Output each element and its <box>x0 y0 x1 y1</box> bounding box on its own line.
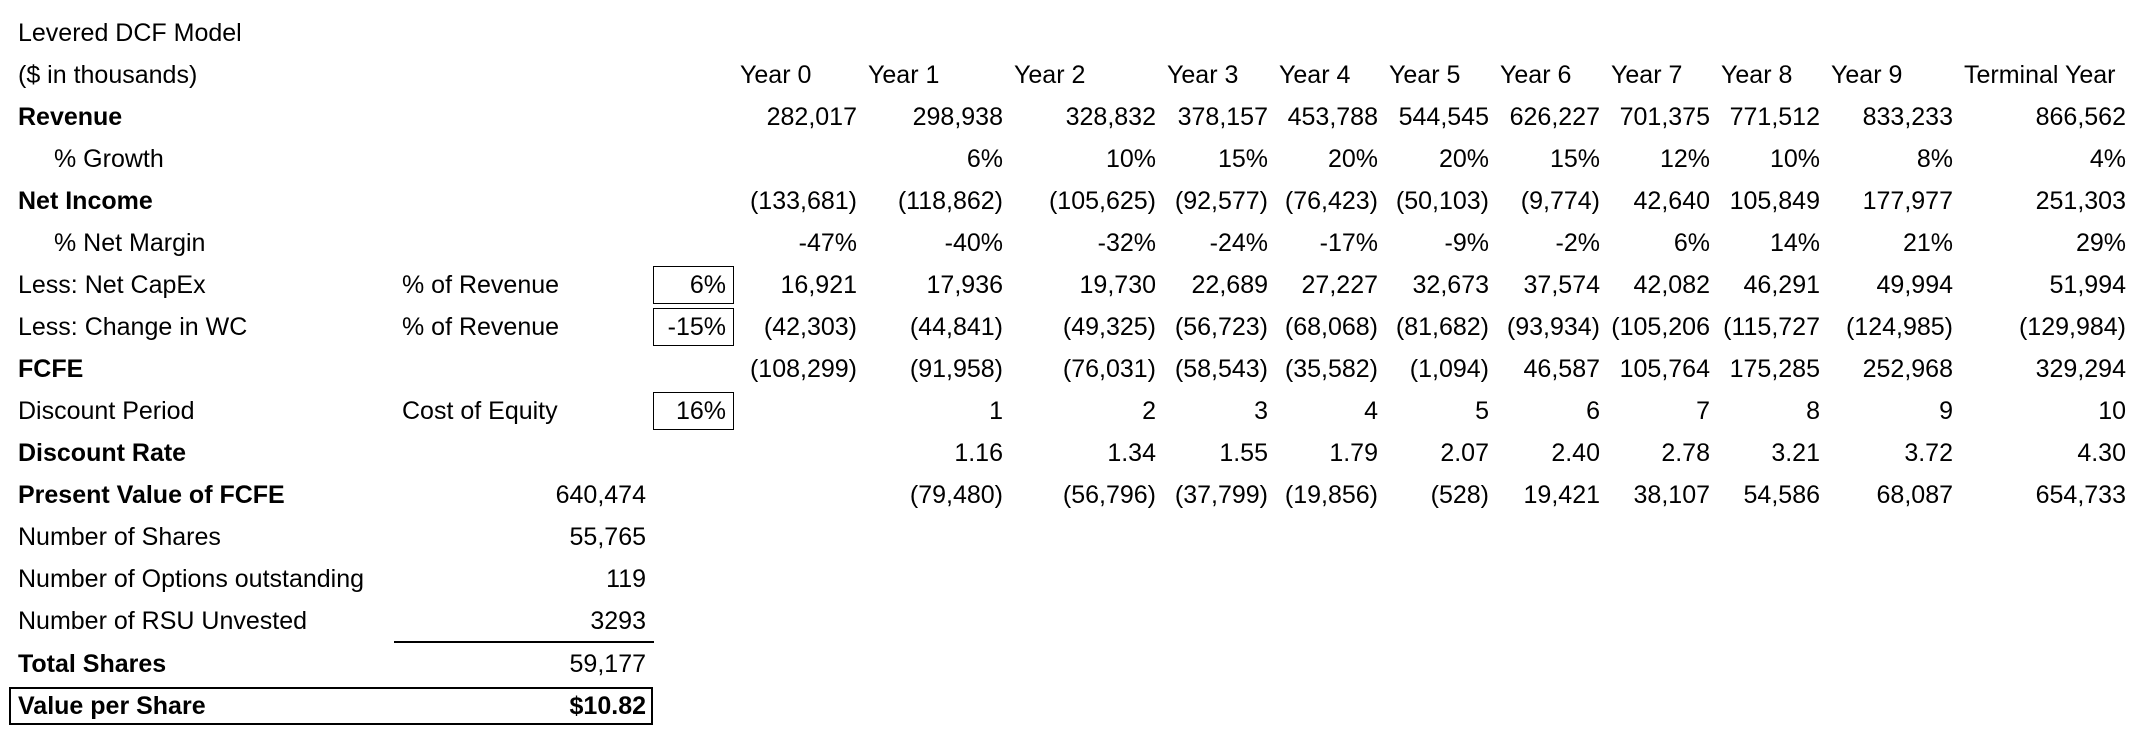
summary-value: 119 <box>606 565 646 593</box>
year-value: 42,082 <box>1633 271 1710 299</box>
year-value: 8% <box>1916 145 1953 173</box>
year-value: 6 <box>1586 397 1600 425</box>
year-value: 4.30 <box>2077 439 2126 467</box>
row-label: Less: Change in WC <box>18 313 248 341</box>
year-value: 654,733 <box>2035 481 2126 509</box>
year-value: (81,682) <box>1395 313 1489 341</box>
year-value: (37,799) <box>1174 481 1268 509</box>
row-label: Number of RSU Unvested <box>18 607 308 635</box>
year-value: (105,206 <box>1611 313 1710 341</box>
year-header: Year 0 <box>740 61 812 89</box>
year-value: 1.55 <box>1219 439 1268 467</box>
year-value: 2.07 <box>1440 439 1489 467</box>
value-per-share-row <box>0 685 2138 727</box>
year-value: 866,562 <box>2035 103 2126 131</box>
year-header: Year 6 <box>1500 61 1572 89</box>
year-value: (108,299) <box>749 355 857 383</box>
year-header: Year 7 <box>1611 61 1683 89</box>
year-value: 46,291 <box>1743 271 1820 299</box>
row-label: FCFE <box>18 355 84 383</box>
year-value: 6% <box>966 145 1003 173</box>
year-value: 22,689 <box>1191 271 1268 299</box>
year-value: 10% <box>1105 145 1156 173</box>
year-value: 1 <box>989 397 1003 425</box>
year-value: 16,921 <box>780 271 857 299</box>
year-value: 42,640 <box>1633 187 1710 215</box>
year-value: 7 <box>1696 397 1710 425</box>
year-value: 2.40 <box>1551 439 1600 467</box>
year-value: -32% <box>1097 229 1156 257</box>
net-margin-row <box>0 222 2138 264</box>
year-value: (76,423) <box>1284 187 1378 215</box>
year-value: 15% <box>1549 145 1600 173</box>
year-value: 251,303 <box>2035 187 2126 215</box>
year-value: 4% <box>2089 145 2126 173</box>
capex-row <box>0 264 2138 306</box>
assumption-label: Cost of Equity <box>402 397 558 425</box>
fcfe-row <box>0 348 2138 390</box>
year-value: 1.34 <box>1107 439 1156 467</box>
pv-fcfe-row <box>0 474 2138 516</box>
year-value: (92,577) <box>1174 187 1268 215</box>
row-label: Revenue <box>18 103 123 131</box>
summary-value: 3293 <box>590 607 646 635</box>
year-value: 17,936 <box>926 271 1003 299</box>
year-value: (124,985) <box>1845 313 1953 341</box>
year-value: (50,103) <box>1395 187 1489 215</box>
discount-period-row <box>0 390 2138 432</box>
year-value: (76,031) <box>1062 355 1156 383</box>
year-value: (68,068) <box>1284 313 1378 341</box>
year-value: 177,977 <box>1862 187 1953 215</box>
year-value: 298,938 <box>912 103 1003 131</box>
year-value: 10 <box>2098 397 2126 425</box>
year-value: 19,421 <box>1523 481 1600 509</box>
header-row <box>0 54 2138 96</box>
year-value: 19,730 <box>1079 271 1156 299</box>
year-header: Year 5 <box>1389 61 1461 89</box>
row-label: % Net Margin <box>54 229 206 257</box>
row-label: Value per Share <box>18 692 206 720</box>
revenue-row <box>0 96 2138 138</box>
options-row <box>0 558 2138 600</box>
year-value: 105,849 <box>1729 187 1820 215</box>
year-value: -47% <box>798 229 857 257</box>
year-value: 626,227 <box>1509 103 1600 131</box>
shares-row <box>0 516 2138 558</box>
year-value: 12% <box>1659 145 1710 173</box>
year-value: 252,968 <box>1862 355 1953 383</box>
row-label: % Growth <box>54 145 164 173</box>
units-label: ($ in thousands) <box>18 61 198 89</box>
year-value: 54,586 <box>1743 481 1820 509</box>
year-value: 29% <box>2075 229 2126 257</box>
year-value: 1.16 <box>954 439 1003 467</box>
year-value: 27,227 <box>1301 271 1378 299</box>
year-value: 4 <box>1364 397 1378 425</box>
year-value: 20% <box>1327 145 1378 173</box>
year-value: (79,480) <box>909 481 1003 509</box>
year-header: Year 4 <box>1279 61 1351 89</box>
year-value: 5 <box>1475 397 1489 425</box>
value-per-share-value: $10.82 <box>569 692 646 720</box>
year-value: (93,934) <box>1506 313 1600 341</box>
summary-value: 59,177 <box>569 650 646 678</box>
year-value: -17% <box>1319 229 1378 257</box>
cost-of-equity-input-cell[interactable]: 16% <box>653 392 734 430</box>
row-label: Number of Shares <box>18 523 221 551</box>
year-value: 2.78 <box>1661 439 1710 467</box>
year-value: 32,673 <box>1412 271 1489 299</box>
year-value: 833,233 <box>1862 103 1953 131</box>
year-value: 1.79 <box>1329 439 1378 467</box>
year-value: 38,107 <box>1633 481 1710 509</box>
row-label: Discount Rate <box>18 439 187 467</box>
year-value: 6% <box>1673 229 1710 257</box>
row-label: Number of Options outstanding <box>18 565 365 593</box>
year-value: (35,582) <box>1284 355 1378 383</box>
year-value: (91,958) <box>909 355 1003 383</box>
assumption-label: % of Revenue <box>402 271 560 299</box>
year-value: -40% <box>944 229 1003 257</box>
year-value: 21% <box>1902 229 1953 257</box>
year-value: (129,984) <box>2018 313 2126 341</box>
year-value: 37,574 <box>1523 271 1600 299</box>
year-value: 328,832 <box>1065 103 1156 131</box>
year-value: (528) <box>1430 481 1489 509</box>
year-value: 51,994 <box>2049 271 2126 299</box>
year-value: (44,841) <box>909 313 1003 341</box>
year-value: (58,543) <box>1174 355 1268 383</box>
year-value: 3.72 <box>1904 439 1953 467</box>
year-value: 49,994 <box>1876 271 1953 299</box>
year-value: 10% <box>1769 145 1820 173</box>
year-value: (105,625) <box>1048 187 1156 215</box>
year-header: Year 3 <box>1167 61 1239 89</box>
summary-value: 55,765 <box>569 523 646 551</box>
year-value: 378,157 <box>1177 103 1268 131</box>
year-value: 282,017 <box>766 103 857 131</box>
working-capital-row <box>0 306 2138 348</box>
year-value: -24% <box>1209 229 1268 257</box>
year-value: 9 <box>1939 397 1953 425</box>
year-value: 15% <box>1217 145 1268 173</box>
year-value: 175,285 <box>1729 355 1820 383</box>
pv-total-value: 640,474 <box>555 481 646 509</box>
growth-row <box>0 138 2138 180</box>
year-header: Terminal Year <box>1964 61 2116 89</box>
title-row <box>0 12 2138 54</box>
year-value: 8 <box>1806 397 1820 425</box>
year-value: 3 <box>1254 397 1268 425</box>
total-shares-row <box>0 643 2138 685</box>
discount-rate-row <box>0 432 2138 474</box>
year-value: (19,856) <box>1284 481 1378 509</box>
row-label: Net Income <box>18 187 153 215</box>
year-value: 105,764 <box>1619 355 1710 383</box>
capex-input-cell[interactable]: 6% <box>653 266 734 304</box>
year-value: (56,796) <box>1062 481 1156 509</box>
assumption-label: % of Revenue <box>402 313 560 341</box>
year-header: Year 8 <box>1721 61 1793 89</box>
year-value: (42,303) <box>763 313 857 341</box>
year-value: (9,774) <box>1520 187 1600 215</box>
year-value: 453,788 <box>1287 103 1378 131</box>
year-header: Year 9 <box>1831 61 1903 89</box>
model-title: Levered DCF Model <box>18 19 242 47</box>
year-value: (133,681) <box>749 187 857 215</box>
year-value: 14% <box>1769 229 1820 257</box>
year-value: 3.21 <box>1771 439 1820 467</box>
row-label: Present Value of FCFE <box>18 481 285 509</box>
row-label: Total Shares <box>18 650 167 678</box>
year-value: 329,294 <box>2035 355 2126 383</box>
year-value: 46,587 <box>1523 355 1600 383</box>
row-label: Discount Period <box>18 397 195 425</box>
net-income-row <box>0 180 2138 222</box>
year-value: -2% <box>1555 229 1600 257</box>
year-value: (115,727 <box>1723 313 1820 341</box>
year-value: 20% <box>1438 145 1489 173</box>
year-value: (118,862) <box>897 187 1003 215</box>
year-value: 701,375 <box>1619 103 1710 131</box>
year-value: 2 <box>1142 397 1156 425</box>
year-value: (49,325) <box>1062 313 1156 341</box>
year-value: 544,545 <box>1398 103 1489 131</box>
year-value: (56,723) <box>1174 313 1268 341</box>
rsu-row <box>0 600 2138 642</box>
row-label: Less: Net CapEx <box>18 271 206 299</box>
year-header: Year 2 <box>1014 61 1086 89</box>
year-value: 771,512 <box>1729 103 1820 131</box>
year-value: (1,094) <box>1409 355 1489 383</box>
year-value: -9% <box>1444 229 1489 257</box>
year-value: 68,087 <box>1876 481 1953 509</box>
wc-input-cell[interactable]: -15% <box>653 308 734 346</box>
year-header: Year 1 <box>868 61 940 89</box>
